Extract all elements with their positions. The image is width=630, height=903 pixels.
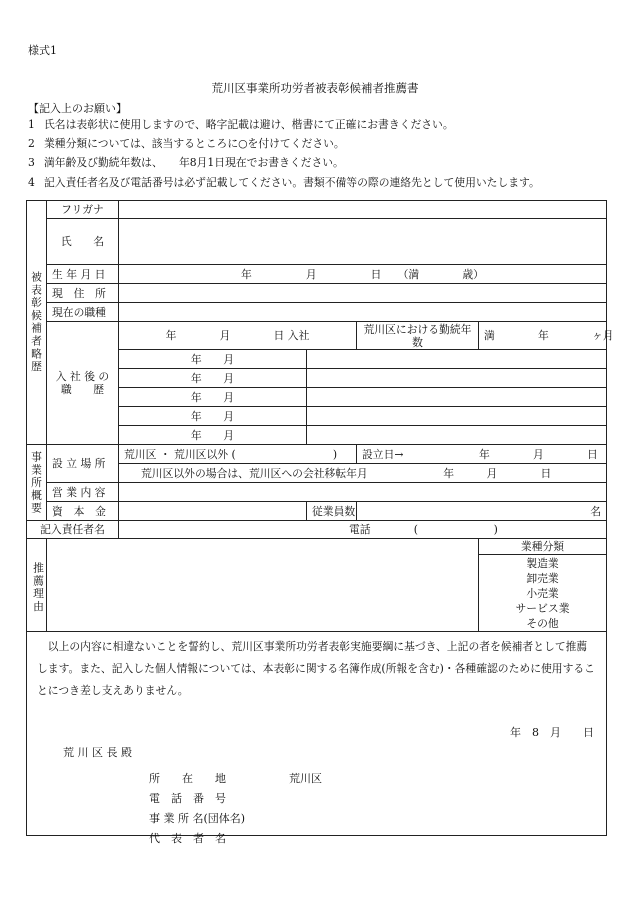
signature-rep-label: 代 表 者 名 — [149, 832, 226, 845]
career-year-2[interactable]: 年 月 — [119, 369, 307, 388]
industry-retail[interactable]: 小売業 — [526, 587, 559, 600]
dob-field[interactable]: 年 月 日 （満 歳） — [119, 265, 607, 284]
established-field[interactable]: 設立日→ 年 月 日 — [357, 445, 607, 464]
signature-phone-label: 電 話 番 号 — [149, 792, 226, 805]
career-year-5[interactable]: 年 月 — [119, 426, 307, 445]
employees-label: 従業員数 — [307, 502, 357, 521]
join-date-field[interactable]: 年 月 日 入社 — [119, 322, 357, 350]
pledge-cell — [27, 632, 607, 845]
signature-address-value[interactable]: 荒川区 — [289, 772, 322, 785]
page-title: 荒川区事業所功労者被表彰候補者推薦書 — [211, 81, 419, 95]
employees-field[interactable]: 名 — [357, 502, 607, 521]
address-label: 現 住 所 — [47, 284, 119, 303]
tenure-label: 荒川区における勤続年数 — [357, 322, 479, 350]
responsible-phone-field[interactable]: 電話 ( ) — [119, 521, 607, 539]
industry-heading: 業種分類 — [479, 539, 606, 555]
capital-field[interactable] — [119, 502, 307, 521]
industry-cell — [479, 539, 607, 632]
notes-heading: 【記入上のお願い】 — [28, 102, 127, 115]
business-content-label: 営 業 内 容 — [47, 483, 119, 502]
career-detail-3[interactable] — [307, 388, 607, 407]
recommend-field[interactable] — [47, 539, 479, 632]
note-4: 4 記入責任者名及び電話番号は必ず記載してください。書類不備等の際の連絡先として使用いたします。 — [28, 176, 540, 189]
career-year-1[interactable]: 年 月 — [119, 350, 307, 369]
addressee: 荒 川 区 長 殿 — [63, 746, 132, 759]
business-section-label: 事業所概要 — [27, 445, 47, 521]
signature-address-label: 所 在 地 — [149, 772, 226, 785]
responsible-label: 記入責任者名 — [27, 521, 119, 539]
name-label: 氏 名 — [47, 219, 119, 265]
furigana-label: フリガナ — [47, 201, 119, 219]
moved-field[interactable]: 荒川区以外の場合は、荒川区への会社移転年月 年 月 日 — [119, 464, 607, 483]
name-field[interactable] — [119, 219, 607, 265]
note-2: 2 業種分類については、該当するところに○を付けてください。 — [28, 137, 345, 150]
business-content-field[interactable] — [119, 483, 607, 502]
signature-company-label: 事 業 所 名(団体名) — [149, 812, 246, 825]
dob-label: 生 年 月 日 — [47, 265, 119, 284]
career-label: 入 社 後 の 職 歴 — [47, 322, 119, 445]
address-field[interactable] — [119, 284, 607, 303]
industry-service[interactable]: サービス業 — [515, 602, 570, 615]
pledge-text: 以上の内容に相違ないことを誓約し、荒川区事業所功労者表彰実施要綱に基づき、上記の者を候補者として推薦します。また、記入した個人情報については、本表彰に関する名簿作成(所報を含む)・各種確認のために使用することにつき差し支えありません。 — [37, 640, 595, 697]
note-3: 3 満年齢及び勤続年数は、 年8月1日現在でお書きください。 — [28, 156, 344, 169]
note-1: 1 氏名は表彰状に使用しますので、略字記載は避け、楷書にて正確にお書きください。 — [28, 118, 454, 131]
position-field[interactable] — [119, 303, 607, 322]
date-line[interactable]: 年 8 月 日 — [510, 726, 595, 739]
tenure-field[interactable]: 満 年 ヶ月 — [479, 322, 607, 350]
form-id: 様式1 — [28, 44, 57, 57]
recommendation-form — [26, 200, 614, 845]
location-label: 設 立 場 所 — [47, 445, 119, 483]
career-detail-5[interactable] — [307, 426, 607, 445]
career-year-3[interactable]: 年 月 — [119, 388, 307, 407]
position-label: 現在の職種 — [47, 303, 119, 322]
industry-wholesale[interactable]: 卸売業 — [526, 572, 559, 585]
industry-other[interactable]: その他 — [526, 617, 559, 630]
career-year-4[interactable]: 年 月 — [119, 407, 307, 426]
career-detail-4[interactable] — [307, 407, 607, 426]
candidate-section-label: 被表彰候補者略歴 — [27, 201, 47, 445]
career-detail-1[interactable] — [307, 350, 607, 369]
recommend-label: 推薦理由 — [27, 539, 47, 632]
furigana-field[interactable] — [119, 201, 607, 219]
industry-manufacturing[interactable]: 製造業 — [526, 557, 559, 570]
location-field[interactable]: 荒川区 ・ 荒川区以外 ( ) — [119, 445, 357, 464]
career-detail-2[interactable] — [307, 369, 607, 388]
capital-label: 資 本 金 — [47, 502, 119, 521]
